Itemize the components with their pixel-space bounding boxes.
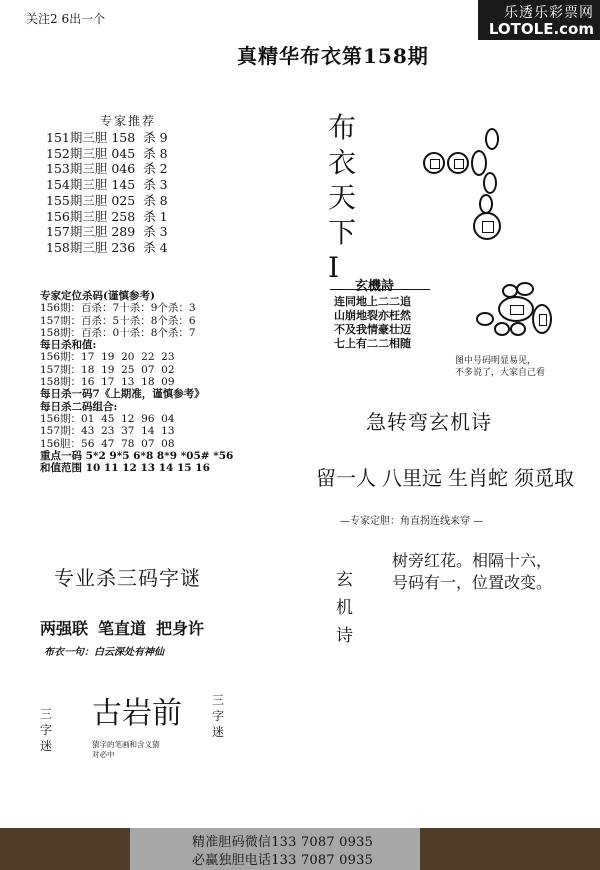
coin-icon [423, 152, 445, 174]
mystery-poem-box [330, 275, 430, 350]
expert-rows [46, 130, 168, 256]
small-note-line: 猜字的笔画和含义猜 [92, 740, 160, 749]
vertical-char: 迷 [40, 739, 53, 753]
expert-row: 154期三胆 145 杀 3 [46, 177, 168, 193]
footer-wechat: 精准胆码微信133 7087 0935 [192, 835, 374, 850]
vertical-label-char: 诗 [336, 626, 353, 646]
vertical-title-char: 布 [328, 111, 357, 144]
zodiac-clue-part: 生肖蛇 [448, 466, 508, 490]
link-icon [494, 322, 510, 336]
link-icon [483, 172, 497, 194]
vertical-label [336, 566, 356, 650]
vertical-char: 字 [40, 723, 53, 737]
small-note-line: 对必中 [92, 750, 115, 759]
pair-kill-heading: 每日杀二码组合: [40, 400, 118, 413]
coin-icon [473, 212, 501, 240]
position-kill-row: 156期：百杀：7十杀：9个杀：3 [40, 302, 196, 315]
expert-row: 156期三胆 258 杀 1 [46, 208, 168, 224]
vertical-title-char: 天 [328, 181, 357, 214]
position-kill-row: 158期：百杀：0十杀：8个杀：7 [40, 326, 196, 339]
footer-banner [0, 828, 600, 870]
expert-row: 153期三胆 046 杀 2 [46, 161, 168, 177]
vertical-title [328, 110, 358, 285]
mystery-poem-heading: 玄機詩 [355, 279, 395, 294]
link-icon [476, 312, 494, 326]
watermark-cn: 乐透乐彩票网 [504, 5, 594, 21]
kill-number-block [40, 290, 233, 474]
word-clue-part: 把身许 [156, 619, 205, 638]
sum-kill-heading: 每日杀和值: [40, 339, 97, 352]
site-watermark [478, 0, 600, 40]
vertical-label-char: 机 [336, 598, 353, 618]
coin-illustration [415, 120, 515, 250]
ring-illustration [470, 280, 560, 340]
coin-icon [447, 152, 469, 174]
riddle-small-note [92, 740, 160, 760]
word-clue [40, 616, 214, 639]
expert-row: 157期三胆 289 杀 3 [46, 224, 168, 240]
word-clue-part: 两强联 [40, 619, 89, 638]
one-line-hint: 布衣一句：白云深处有神仙 [44, 647, 164, 658]
expert-heading: 专家推荐 [100, 114, 157, 128]
expert-row: 152期三胆 045 杀 8 [46, 145, 168, 161]
zodiac-clue-part: 八里远 [382, 466, 442, 490]
sum-kill-row: 158期：16 17 13 18 09 [40, 376, 175, 389]
caption-line: 图中号码明显易见， [455, 356, 537, 366]
zodiac-clue-part: 留一人 [316, 466, 376, 490]
riddle-text [392, 550, 552, 594]
kill-three-heading: 专业杀三码字谜 [54, 566, 201, 590]
poem-line: 七上有二二相随 [334, 337, 411, 350]
vertical-label-left [40, 706, 54, 754]
word-clue-part: 笔直道 [98, 619, 147, 638]
expert-row: 155期三胆 025 杀 8 [46, 192, 168, 208]
riddle-heading: 急转弯玄机诗 [366, 410, 492, 434]
vertical-label-char: 玄 [336, 570, 353, 590]
vertical-label-right [212, 692, 226, 740]
position-kill-heading: 专家定位杀码(谨慎参考) [40, 290, 155, 302]
sum-kill-row: 157期：18 19 25 07 02 [40, 363, 175, 376]
zodiac-clue [316, 462, 580, 491]
link-icon [510, 322, 526, 336]
sum-range: 和值范围 10 11 12 13 14 15 16 [40, 462, 210, 475]
link-icon [471, 150, 487, 176]
poem-divider [330, 289, 430, 290]
pair-kill-row: 156期：01 45 12 96 04 [40, 412, 175, 425]
coin-icon [532, 304, 552, 334]
vertical-char: 三 [212, 693, 225, 707]
poem-line: 山崩地裂亦枉然 [334, 309, 411, 322]
vertical-char: 迷 [212, 725, 225, 739]
caption-line: 不多说了，大家自己看 [455, 368, 546, 378]
expert-row: 158期三胆 236 杀 4 [46, 239, 168, 255]
vertical-title-char: 衣 [328, 146, 357, 179]
poem-line: 不及我情豪壮迈 [334, 323, 411, 336]
position-kill-row: 157期：百杀：5十杀：8个杀：6 [40, 314, 196, 327]
zodiac-clue-part: 须觅取 [514, 466, 574, 490]
page-title: 真精华布衣第158期 [237, 44, 429, 68]
watermark-en: LOTOLE.com [488, 20, 594, 38]
mystery-poem-lines [334, 295, 411, 351]
focus-code: 重点一码 5*2 9*5 6*8 8*9 *05# *56 [40, 449, 234, 462]
link-icon [479, 194, 493, 214]
vertical-char: 字 [212, 709, 225, 723]
link-icon [516, 282, 534, 296]
top-note: 关注2 6出一个 [26, 12, 106, 26]
vertical-char: 三 [40, 707, 53, 721]
sum-kill-row: 156期：17 19 20 22 23 [40, 351, 175, 364]
pair-kill-row: 157期：43 23 37 14 13 [40, 425, 175, 438]
riddle-line: 号码有一，位置改变。 [392, 573, 553, 592]
expert-sub-note: —专家定胆：角直拐连线来穿 — [340, 516, 484, 527]
coin-icon [498, 296, 534, 322]
image-caption [455, 355, 545, 379]
pair-kill-row: 156胆：56 47 78 07 08 [40, 437, 175, 450]
link-icon [485, 128, 499, 150]
expert-row: 151期三胆 158 杀 9 [46, 130, 168, 145]
vertical-title-char: I [328, 251, 340, 284]
poem-line: 连同地上二二追 [334, 295, 411, 308]
vertical-title-char: 下 [328, 216, 357, 249]
single-kill-heading: 每日杀一码7《上期准，谨慎参考》 [40, 388, 205, 401]
riddle-big-text: 古岩前 [92, 696, 182, 731]
riddle-line: 树旁红花。相隔十六， [392, 551, 553, 570]
footer-phone: 必赢独胆电话133 7087 0935 [192, 853, 374, 868]
